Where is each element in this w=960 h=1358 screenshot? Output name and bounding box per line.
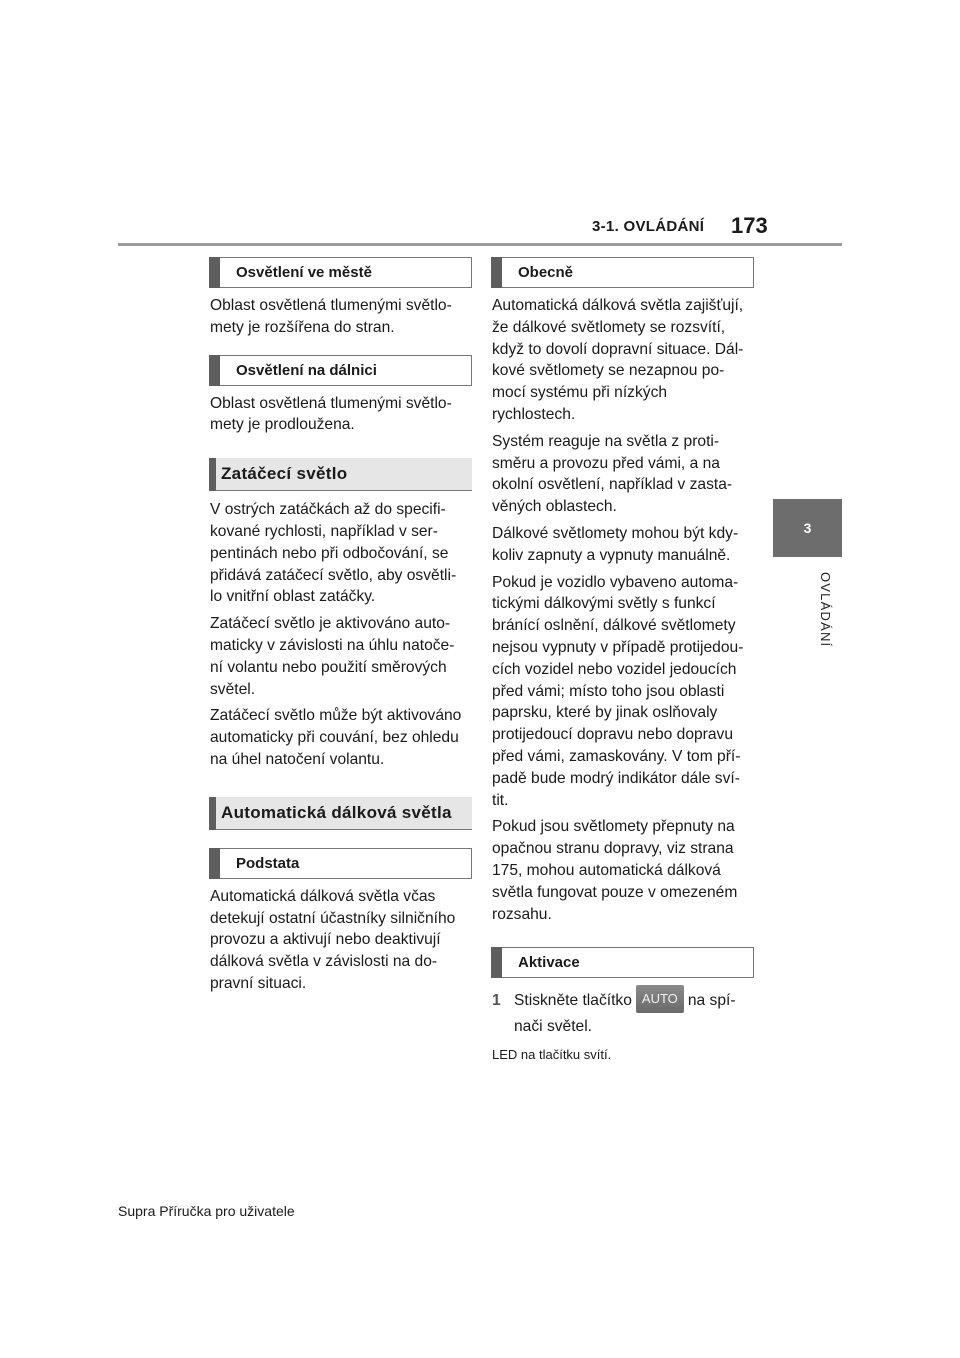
heading-city-lighting-label: Osvětlení ve městě xyxy=(236,264,372,281)
step-text-after: na spí- xyxy=(687,992,736,1010)
paragraph-general-2: Systém reaguje na světla z proti- směru a provozu před vámi, a na okolní osvětlení, například v zasta- věných oblastech. xyxy=(492,432,733,516)
paragraph-principle: Automatická dálková světla včas detekují ostatní účastníky silničního provozu a aktivují nebo deaktivují dálková světla v závislosti na do- pravní situaci. xyxy=(210,887,456,992)
heading-cornering-light xyxy=(209,458,472,491)
heading-principle-label: Podstata xyxy=(236,854,300,872)
heading-principle xyxy=(209,848,472,879)
paragraph-cornering-3: Zatáčecí světlo může být aktivováno automaticky při couvání, bez ohledu na úhel natočení volantu. xyxy=(210,707,462,768)
paragraph-city-lighting: Oblast osvětlená tlumenými světlo- mety je rozšířena do stran. xyxy=(210,297,452,336)
auto-button-icon: AUTO xyxy=(636,985,684,1013)
heading-general xyxy=(491,257,754,288)
heading-automatic-high-beam xyxy=(209,797,472,830)
paragraph-general-1: Automatická dálková světla zajišťují, že dálkové světlomety se rozsvítí, když to dovolí dopravní situace. Dál- kové světlomety se nezapnou po- mocí systému při nízkých rychlostech. xyxy=(492,297,744,423)
page-number: 173 xyxy=(731,213,768,238)
header-section-title: 3-1. OVLÁDÁNÍ xyxy=(592,218,705,235)
paragraph-general-5: Pokud jsou světlomety přepnuty na opačnou stranu dopravy, viz strana 175, mohou automatická dálková světla fungovat pouze v omezeném rozsahu. xyxy=(492,818,738,923)
heading-automatic-high-beam-label: Automatická dálková světla xyxy=(221,802,452,822)
paragraph-highway-lighting: Oblast osvětlená tlumenými světlo- mety je prodloužena. xyxy=(210,394,452,434)
paragraph-general-3: Dálkové světlomety mohou být kdy- koliv zapnuty a vypnuty manuálně. xyxy=(492,524,739,564)
footer-manual-title: Supra Příručka pro uživatele xyxy=(118,1203,295,1219)
right-column xyxy=(492,257,754,1064)
heading-highway-lighting-label: Osvětlení na dálnici xyxy=(236,361,377,379)
heading-city-lighting xyxy=(209,257,472,288)
chapter-number: 3 xyxy=(803,520,812,536)
heading-cornering-light-label: Zatáčecí světlo xyxy=(221,464,348,484)
heading-general-label: Obecně xyxy=(518,264,574,281)
heading-activation xyxy=(491,947,754,978)
header-divider xyxy=(118,243,842,246)
paragraph-cornering-2: Zatáčecí světlo je aktivováno auto- maticky v závislosti na úhlu natoče- ní volantu nebo použití směrových světel. xyxy=(210,615,455,698)
heading-highway-lighting xyxy=(209,355,472,386)
paragraph-cornering-1: V ostrých zatáčkách až do specifi- kované rychlosti, například v ser- pentinách nebo při odbočování, se přidává zatáčecí světlo, aby osvětli- lo vnitřní oblast zatáčky. xyxy=(210,501,457,606)
step-text-line2: nači světel. xyxy=(514,1018,593,1036)
left-column xyxy=(210,257,472,995)
step-text-before: Stiskněte tlačítko xyxy=(514,992,632,1010)
paragraph-general-4: Pokud je vozidlo vybaveno automa- tickými dálkovými světly s funkcí bránící oslnění, dálkové světlomety nejsou vypnuty v případě protijedou- cích vozidel nebo vozidel jedoucích před vámi; místo toho jsou oblasti paprsku, které by jinak oslňovaly protijedoucí dopravu nebo dopravu před vámi, zamaskovány. V tom pří- padě bude modrý indikátor dále sví- tit. xyxy=(492,573,744,809)
chapter-tab xyxy=(773,499,842,557)
chapter-side-label: OVLÁDÁNÍ xyxy=(818,572,833,648)
led-note: LED na tlačítku svítí. xyxy=(492,1047,612,1063)
heading-activation-label: Aktivace xyxy=(518,954,580,972)
step-number: 1 xyxy=(492,992,501,1010)
activation-step xyxy=(492,988,754,1040)
